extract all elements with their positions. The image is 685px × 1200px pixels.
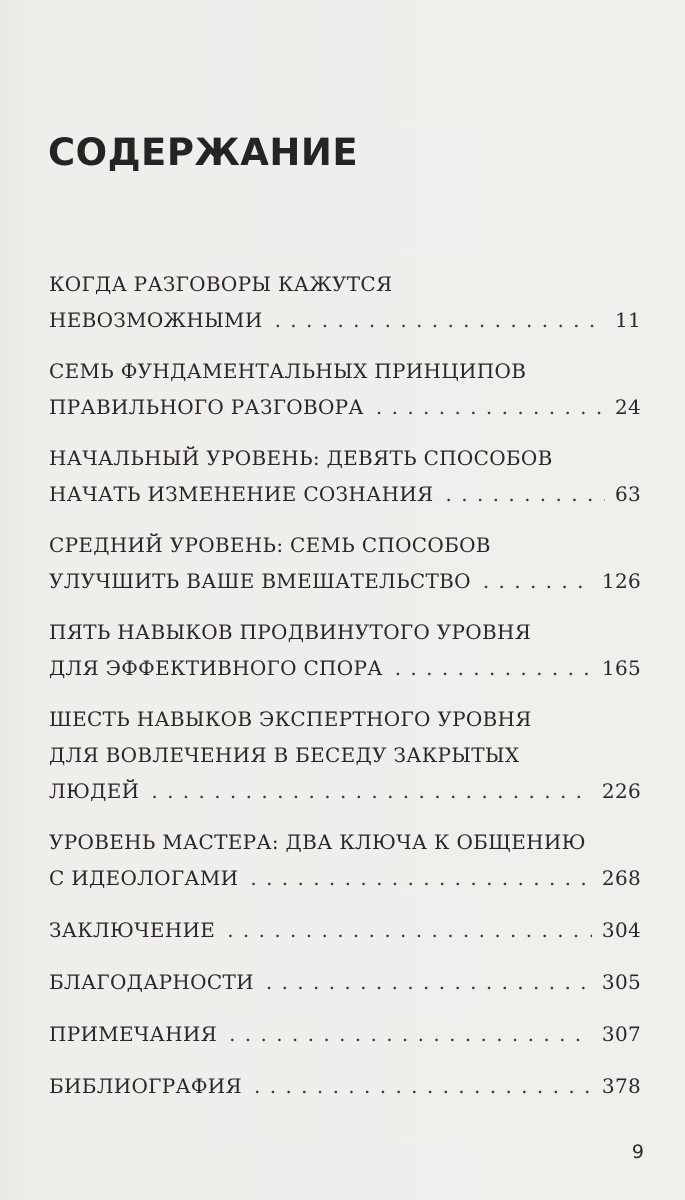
- toc-entry-title-line: ЛЮДЕЙ: [49, 779, 140, 803]
- page-title: СОДЕРЖАНИЕ: [48, 131, 359, 174]
- dot-leader: [227, 912, 592, 948]
- toc-page-number: 63: [614, 482, 641, 506]
- toc-entry[interactable]: [49, 1016, 641, 1052]
- toc-entry-title-line: ШЕСТЬ НАВЫКОВ ЭКСПЕРТНОГО УРОВНЯ: [49, 707, 532, 731]
- toc-entry-title-line: ПРАВИЛЬНОГО РАЗГОВОРА: [49, 395, 364, 419]
- toc-entry[interactable]: [49, 440, 641, 512]
- dot-leader: [446, 476, 605, 512]
- toc-entry[interactable]: [49, 912, 641, 948]
- toc-entry[interactable]: [49, 353, 641, 425]
- toc-page-number: 305: [601, 970, 641, 994]
- toc-page-number: 226: [601, 779, 641, 803]
- toc-entry-title-line: НАЧАТЬ ИЗМЕНЕНИЕ СОЗНАНИЯ: [49, 482, 434, 506]
- toc-entry-title-line: ДЛЯ ВОВЛЕЧЕНИЯ В БЕСЕДУ ЗАКРЫТЫХ: [49, 743, 520, 767]
- toc-entry-title-line: НЕВОЗМОЖНЫМИ: [49, 308, 263, 332]
- toc-entry-title-line: ЗАКЛЮЧЕНИЕ: [49, 918, 216, 942]
- dot-leader: [376, 389, 605, 425]
- toc-page-number: 268: [601, 866, 641, 890]
- toc-entry-title-line: С ИДЕОЛОГАМИ: [49, 866, 239, 890]
- toc-entry[interactable]: [49, 527, 641, 599]
- dot-leader: [254, 1068, 592, 1104]
- dot-leader: [229, 1016, 592, 1052]
- toc-entry-title-line: СРЕДНИЙ УРОВЕНЬ: СЕМЬ СПОСОБОВ: [49, 533, 491, 557]
- toc-entry-title-line: ДЛЯ ЭФФЕКТИВНОГО СПОРА: [49, 656, 383, 680]
- dot-leader: [250, 860, 592, 896]
- toc-page-number: 165: [601, 656, 641, 680]
- toc-page-number: 11: [614, 308, 641, 332]
- toc-entry-title-line: УРОВЕНЬ МАСТЕРА: ДВА КЛЮЧА К ОБЩЕНИЮ: [49, 830, 586, 854]
- dot-leader: [266, 964, 592, 1000]
- toc-entry-title-line: БЛАГОДАРНОСТИ: [49, 970, 254, 994]
- table-of-contents: [49, 266, 641, 1104]
- toc-entry[interactable]: [49, 824, 641, 896]
- toc-page-number: 307: [601, 1022, 641, 1046]
- toc-entry[interactable]: [49, 701, 641, 809]
- toc-entry[interactable]: [49, 266, 641, 338]
- dot-leader: [151, 773, 592, 809]
- dot-leader: [483, 563, 592, 599]
- toc-entry-title-line: НАЧАЛЬНЫЙ УРОВЕНЬ: ДЕВЯТЬ СПОСОБОВ: [49, 446, 553, 470]
- toc-entry-title-line: СЕМЬ ФУНДАМЕНТАЛЬНЫХ ПРИНЦИПОВ: [49, 359, 527, 383]
- toc-entry[interactable]: [49, 964, 641, 1000]
- toc-entry-title-line: УЛУЧШИТЬ ВАШЕ ВМЕШАТЕЛЬСТВО: [49, 569, 471, 593]
- toc-page-number: 378: [601, 1074, 641, 1098]
- toc-page-number: 126: [601, 569, 641, 593]
- toc-entry-title-line: ПРИМЕЧАНИЯ: [49, 1022, 218, 1046]
- toc-entry[interactable]: [49, 614, 641, 686]
- page-number-footer: 9: [631, 1141, 644, 1163]
- toc-entry-title-line: ПЯТЬ НАВЫКОВ ПРОДВИНУТОГО УРОВНЯ: [49, 620, 532, 644]
- toc-entry-title-line: КОГДА РАЗГОВОРЫ КАЖУТСЯ: [49, 272, 393, 296]
- dot-leader: [395, 650, 592, 686]
- toc-entry[interactable]: [49, 1068, 641, 1104]
- dot-leader: [275, 302, 605, 338]
- toc-page-number: 24: [614, 395, 641, 419]
- toc-entry-title-line: БИБЛИОГРАФИЯ: [49, 1074, 243, 1098]
- toc-page-number: 304: [601, 918, 641, 942]
